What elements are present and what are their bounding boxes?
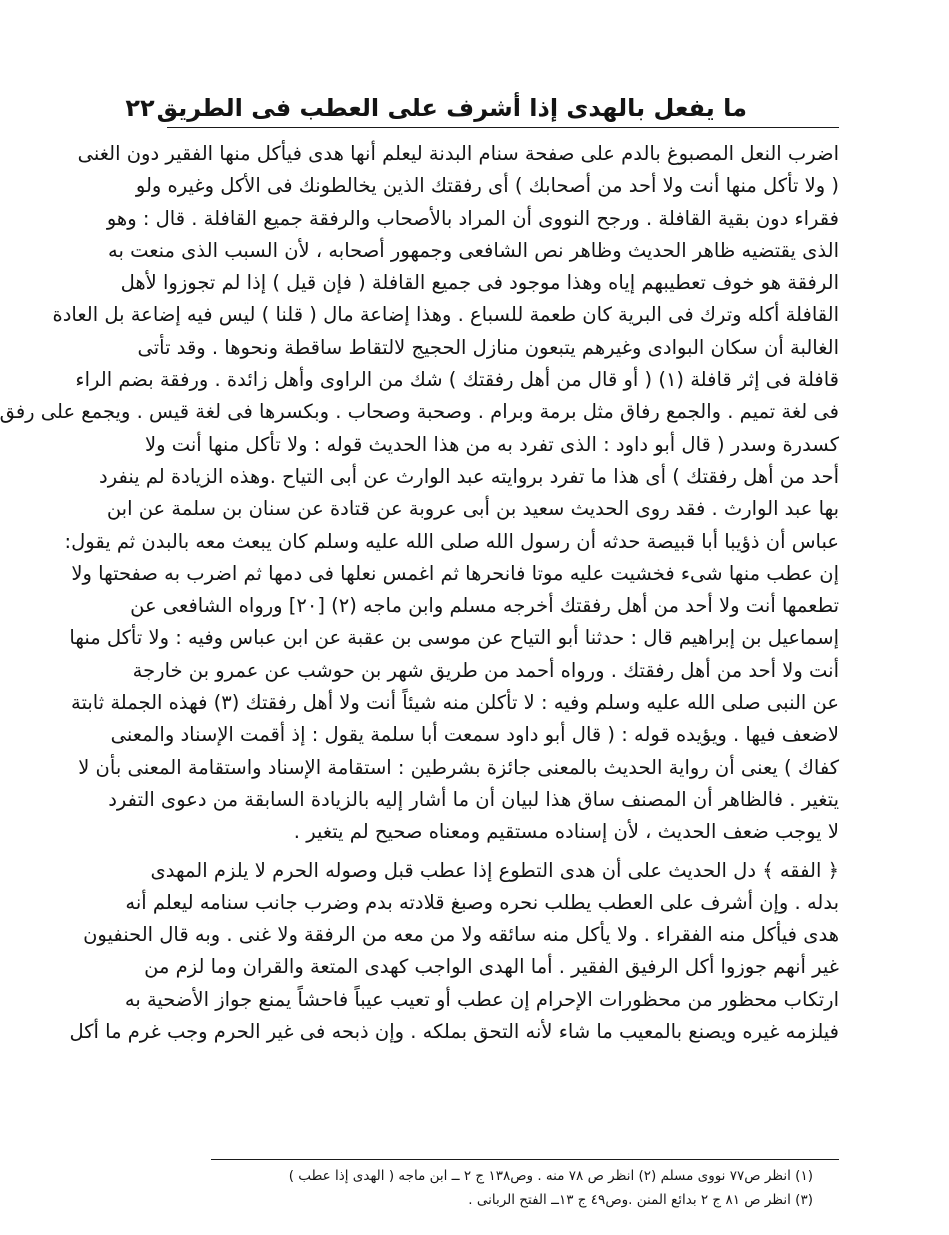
text-line-last: لا يوجب ضعف الحديث ، لأن إسناده مستقيم ومعناه صحيح لم يتغير . (293, 820, 839, 844)
text-line: عباس أن ذؤيبا أبا قبيصة حدثه أن رسول الله صلى الله عليه وسلم كان يبعث معه بالبدن ثم يقول: (64, 529, 839, 553)
text-line: ﴿ الفقه ﴾ دل الحديث على أن هدى التطوع إذا عطب قبل وصوله الحرم لا يلزم المهدى (150, 858, 839, 882)
text-line: عن النبى صلى الله عليه وسلم وفيه : لا تأكلن منه شيئاً أنت ولا أهل رفقتك (٣) فهذه الجملة ثابتة (71, 691, 839, 715)
text-line: أحد من أهل رفقتك ) أى هذا ما تفرد بروايته عبد الوارث عن أبى التياح .وهذه الزيادة لم ينفرد (99, 464, 839, 488)
text-line: بها عبد الوارث . فقد روى الحديث سعيد بن أبى عروبة عن قتادة عن سنان بن سلمة عن ابن (106, 497, 839, 521)
text-line: أنت ولا أحد من أهل رفقتك . ورواه أحمد من طريق شهر بن حوشب عن عمرو بن خارجة (132, 658, 839, 682)
text-line: يتغير . فالظاهر أن المصنف ساق هذا لبيان أن ما أشار إليه بالزيادة السابقة من دعوى التفرد (108, 787, 839, 811)
text-line: هدى فيأكل منه الفقراء . ولا يأكل منه سائقه ولا من معه من الرفقة ولا غنى . وبه قال الحنفيون (83, 923, 839, 947)
text-line: ( ولا تأكل منها أنت ولا أحد من أصحابك ) أى رفقتك الذين يخالطونك فى الأكل وغيره ولو (135, 174, 839, 198)
text-line: إسماعيل بن إبراهيم قال : حدثنا أبو التياح عن موسى بن عقبة عن ابن عباس وفيه : ولا تأكل منها (69, 626, 839, 650)
text-line: فقراء دون بقية القافلة . ورجح النووى أن المراد بالأصحاب والرفقة جميع القافلة . قال : وهو (106, 206, 839, 230)
text-line: الغالبة أن سكان البوادى وغيرهم يتبعون منازل الحجيج لالتقاط ساقطة ونحوها . وقد تأتى (137, 335, 839, 359)
text-line: فى لغة تميم . والجمع رفاق مثل برمة وبرام . وصحبة وصحاب . وبكسرها فى لغة قيس . ويجمع على رفق (0, 400, 839, 424)
text-line: الذى يقتضيه ظاهر الحديث وظاهر نص الشافعى وجمهور أصحابه ، لأن السبب الذى منعت به (108, 238, 839, 262)
text-line: القافلة أكله وترك فى البرية كان طعمة للسباع . وهذا إضاعة مال ( قلنا ) ليس فيه إضاعة بل العادة (52, 303, 839, 327)
footnotes (167, 1164, 813, 1212)
footnote-line: (٣) انظر ص ٨١ ج ٢ بدائع المنن .وص٤٩ ج ١٣ــ الفتح الربانى . (468, 1192, 813, 1208)
footnote-line: (١) انظر ص٧٧ نووى مسلم (٢) انظر ص ٧٨ منه . وص١٣٨ ج ٢ ــ ابن ماجه ( الهدى إذا عطب ) (288, 1168, 813, 1184)
paragraph-fiqh (69, 855, 839, 1049)
book-page (0, 84, 839, 1208)
text-line: بدله . وإن أشرف على العطب يطلب نحره وصبغ قلادته بدم وضرب جانب سنامه ليعلم أنه (125, 890, 839, 914)
text-line: فيلزمه غيره ويصنع بالمعيب ما شاء لأنه التحق بملكه . وإن ذبحه فى غير الحرم وجب غرم ما أكل (69, 1020, 839, 1044)
text-line: ارتكاب محظور من محظورات الإحرام إن عطب أو تعيب عيباً فاحشاً يمنع جواز الأضحية به (124, 987, 839, 1011)
page-number: ٢٢ (125, 94, 155, 122)
text-line: لاضعف فيها . ويؤيده قوله : ( قال أبو داود سمعت أبا سلمة يقول : إذ أقمت الإسناد والمعنى (110, 723, 839, 747)
text-line: الرفقة هو خوف تعطيبهم إياه وهذا موجود فى جميع القافلة ( فإن قيل ) إذا لم تجوزوا لأهل (120, 271, 839, 295)
main-text (0, 138, 839, 1048)
text-line: قافلة فى إثر قافلة (١) ( أو قال من أهل رفقتك ) شك من الراوى وأهل زائدة . ورفقة بضم الراء (75, 368, 839, 392)
text-line: تطعمها أنت ولا أحد من أهل رفقتك أخرجه مسلم وابن ماجه (٢) [٢٠] ورواه الشافعى عن (130, 594, 839, 618)
paragraph-commentary (0, 138, 839, 849)
text-line: إن عطب منها شىء فخشيت عليه موتا فانحرها ثم اغمس نعلها فى دمها ثم اضرب به صفحتها ولا (71, 561, 839, 585)
text-line: كفاك ) يعنى أن رواية الحديث بالمعنى جائزة بشرطين : استقامة الإسناد واستقامة المعنى بأن لا (78, 755, 839, 779)
text-line: كسدرة وسدر ( قال أبو داود : الذى تفرد به من هذا الحديث قوله : ولا تأكل منها أنت ولا (144, 432, 839, 456)
text-line: اضرب النعل المصبوغ بالدم على صفحة سنام البدنة ليعلم أنها هدى فيأكل منها الفقير دون الغنى (77, 142, 839, 165)
text-line: غير أنهم جوزوا أكل الرفيق الفقير . أما الهدى الواجب كهدى المتعة والقران وما لزم من (144, 955, 839, 979)
running-title: ما يفعل بالهدى إذا أشرف على العطب فى الطريق (156, 94, 747, 122)
footnote-divider (211, 1159, 839, 1160)
page-header (125, 84, 839, 128)
